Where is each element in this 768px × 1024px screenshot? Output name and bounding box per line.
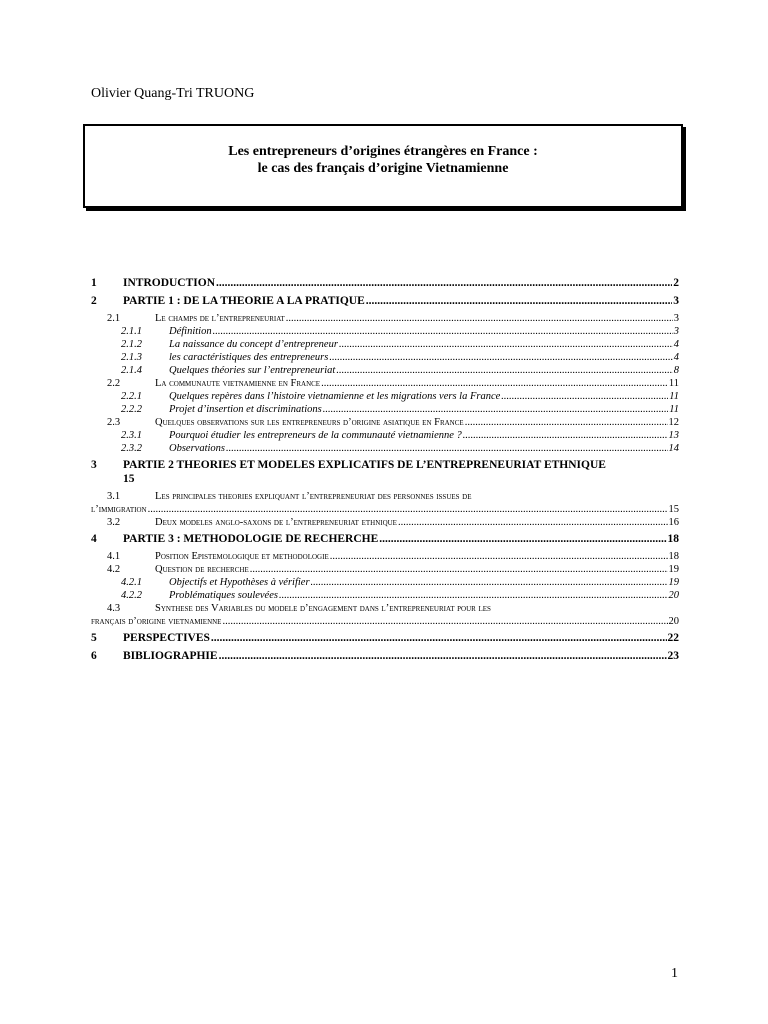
toc-number: 3.1 (107, 491, 121, 502)
toc-label: Quelques observations sur les entrepreneurs d’origine asiatique en France (155, 417, 464, 428)
toc-number: 1 (91, 277, 97, 289)
toc-leader (379, 532, 666, 546)
toc-entry-3-1[interactable] (91, 490, 679, 516)
toc-number: 2.3.2 (121, 443, 142, 454)
toc-leader (148, 503, 668, 516)
toc-entry-2-2-1[interactable] (91, 390, 679, 403)
toc-number: 4.2.2 (121, 590, 142, 601)
toc-entry-2-1[interactable] (91, 312, 679, 325)
toc-label: La naissance du concept d’entrepreneur (169, 339, 338, 350)
toc-label: PERSPECTIVES (123, 632, 210, 644)
toc-label: La communaute vietnamienne en France (155, 378, 321, 389)
toc-page: 14 (668, 443, 679, 454)
toc-leader (213, 325, 673, 338)
toc-entry-1[interactable] (91, 276, 679, 290)
toc-label-continued: français d’origine vietnamienne (91, 616, 222, 627)
toc-number: 2.1.4 (121, 365, 142, 376)
toc-leader (329, 351, 672, 364)
toc-number: 2.1.2 (121, 339, 142, 350)
toc-page: 20 (668, 616, 679, 627)
toc-page: 16 (668, 517, 679, 528)
toc-leader (463, 429, 668, 442)
toc-label: Définition (169, 326, 212, 337)
toc-leader (226, 442, 668, 455)
toc-entry-2-1-1[interactable] (91, 325, 679, 338)
author-name: Olivier Quang-Tri TRUONG (91, 86, 255, 101)
toc-entry-2-3-2[interactable] (91, 442, 679, 455)
toc-label: Position Epistemologique et methodologie (155, 551, 329, 562)
toc-number: 2.2.2 (121, 404, 142, 415)
toc-number: 3 (91, 459, 97, 471)
toc-label: Quelques repères dans l’histoire vietnamienne et les migrations vers la France (169, 391, 501, 402)
toc-number: 2.3.1 (121, 430, 142, 441)
toc-entry-3-2[interactable] (91, 516, 679, 529)
toc-number: 2.2.1 (121, 391, 142, 402)
toc-page: 2 (673, 277, 679, 289)
toc-label: INTRODUCTION (123, 277, 216, 289)
toc-number: 5 (91, 632, 97, 644)
toc-page: 18 (668, 551, 679, 562)
toc-entry-4-2-2[interactable] (91, 589, 679, 602)
toc-number: 2 (91, 295, 97, 307)
toc-number: 2.1 (107, 313, 121, 324)
toc-entry-3[interactable] (91, 458, 679, 486)
toc-page: 11 (668, 378, 679, 389)
toc-number: 6 (91, 650, 97, 662)
toc-label: Objectifs et Hypothèses à vérifier (169, 577, 310, 588)
toc-entry-5[interactable] (91, 631, 679, 645)
toc-leader (279, 589, 668, 602)
toc-entry-4-2-1[interactable] (91, 576, 679, 589)
toc-entry-4-1[interactable] (91, 550, 679, 563)
toc-entry-6[interactable] (91, 649, 679, 663)
toc-page: 15 (123, 473, 135, 485)
toc-entry-2-1-4[interactable] (91, 364, 679, 377)
toc-page: 4 (673, 339, 679, 350)
toc-page: 22 (667, 632, 679, 644)
toc-page: 19 (668, 564, 679, 575)
toc-page: 11 (669, 391, 679, 402)
toc-entry-2-1-2[interactable] (91, 338, 679, 351)
toc-leader (366, 294, 672, 308)
toc-entry-4-2[interactable] (91, 563, 679, 576)
toc-leader (286, 312, 673, 325)
toc-label: Le champs de l’entrepreneuriat (155, 313, 285, 324)
toc-label: BIBLIOGRAPHIE (123, 650, 218, 662)
toc-entry-2-3[interactable] (91, 416, 679, 429)
toc-entry-4-3[interactable] (91, 602, 679, 628)
toc-entry-2-3-1[interactable] (91, 429, 679, 442)
toc-entry-2[interactable] (91, 294, 679, 308)
toc-number: 4 (91, 533, 97, 545)
toc-page: 3 (673, 295, 679, 307)
toc-leader (398, 516, 668, 529)
toc-page: 18 (667, 533, 679, 545)
toc-label: PARTIE 3 : METHODOLOGIE DE RECHERCHE (123, 533, 379, 545)
toc-number: 3.2 (107, 517, 121, 528)
toc-page: 11 (669, 404, 679, 415)
toc-leader (321, 377, 668, 390)
toc-entry-2-2-2[interactable] (91, 403, 679, 416)
toc-page: 15 (668, 504, 679, 515)
toc-number: 4.3 (107, 603, 121, 614)
toc-page: 12 (668, 417, 679, 428)
toc-label-continued: l’immigration (91, 504, 147, 515)
toc-label: Problématiques soulevées (169, 590, 278, 601)
toc-label: Synthese des Variables du modele d’engagement dans l’entrepreneuriat pour les (155, 603, 491, 614)
toc-label: les caractéristiques des entrepreneurs (169, 352, 329, 363)
toc-number: 2.2 (107, 378, 121, 389)
toc-leader (311, 576, 668, 589)
toc-page: 20 (668, 590, 679, 601)
toc-page: 13 (668, 430, 679, 441)
toc-number: 2.1.3 (121, 352, 142, 363)
toc-label: Pourquoi étudier les entrepreneurs de la communauté vietnamienne ? (169, 430, 462, 441)
table-of-contents (91, 273, 679, 667)
toc-label: Projet d’insertion et discriminations (169, 404, 322, 415)
toc-number: 2.3 (107, 417, 121, 428)
toc-label: Les principales theories expliquant l’entrepreneuriat des personnes issues de (155, 491, 472, 502)
toc-entry-4[interactable] (91, 532, 679, 546)
toc-leader (501, 390, 668, 403)
toc-number: 4.2.1 (121, 577, 142, 588)
toc-number: 4.2 (107, 564, 121, 575)
toc-label: Question de recherche (155, 564, 249, 575)
toc-page: 19 (668, 577, 679, 588)
title-line-2: le cas des français d’origine Vietnamienne (257, 161, 509, 176)
toc-label: PARTIE 2 THEORIES ET MODELES EXPLICATIFS DE L’ENTREPRENEURIAT ETHNIQUE (123, 459, 606, 471)
toc-label: Quelques théories sur l’entrepreneuriat (169, 365, 336, 376)
toc-leader (211, 631, 667, 645)
toc-entry-2-1-3[interactable] (91, 351, 679, 364)
toc-page: 23 (667, 650, 679, 662)
toc-leader (216, 276, 672, 290)
toc-label: Deux modeles anglo-saxons de l’entrepreneuriat ethnique (155, 517, 397, 528)
toc-leader (336, 364, 672, 377)
toc-number: 2.1.1 (121, 326, 142, 337)
toc-label: Observations (169, 443, 225, 454)
toc-number: 4.1 (107, 551, 121, 562)
page-number: 1 (671, 966, 678, 981)
toc-page: 3 (673, 313, 679, 324)
toc-leader (219, 649, 667, 663)
toc-leader (330, 550, 668, 563)
title-box (83, 124, 683, 208)
toc-leader (222, 615, 667, 628)
toc-label: PARTIE 1 : DE LA THEORIE A LA PRATIQUE (123, 295, 365, 307)
toc-page: 3 (673, 326, 679, 337)
toc-page: 4 (673, 352, 679, 363)
toc-leader (250, 563, 668, 576)
title-line-1: Les entrepreneurs d’origines étrangères en France : (228, 144, 538, 159)
toc-leader (339, 338, 673, 351)
toc-leader (323, 403, 669, 416)
toc-page: 8 (673, 365, 679, 376)
toc-entry-2-2[interactable] (91, 377, 679, 390)
toc-leader (465, 416, 668, 429)
